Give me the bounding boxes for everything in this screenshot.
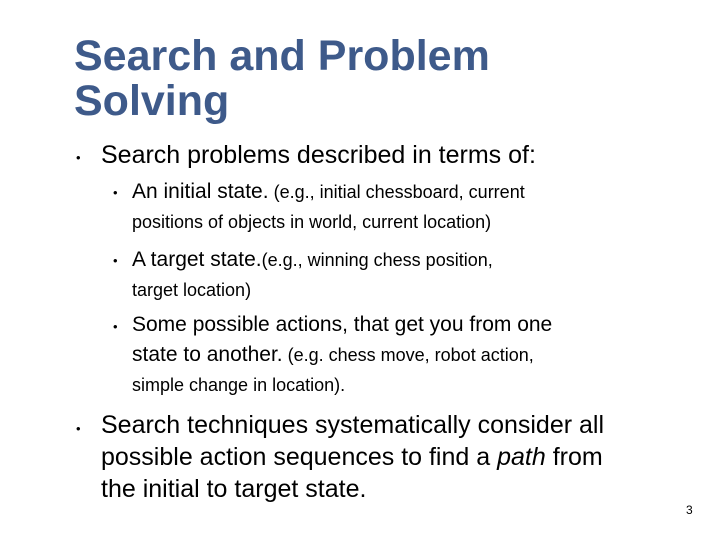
sub-bullet-2-main: A target state. [132, 248, 262, 271]
sub-bullet-1 [132, 177, 672, 237]
sub-bullet-2 [132, 245, 672, 305]
sub-bullet-3-line-2-main: state to another. [132, 343, 283, 366]
sub-bullet-2-detail: (e.g., winning chess position, [261, 250, 493, 270]
bullet-2-line-2b: from [545, 443, 603, 471]
bullet-2-line-1: Search techniques systematically consider all [101, 411, 605, 439]
title-line-1: Search and Problem [74, 32, 490, 80]
sub-bullet-3-line-3: simple change in location). [132, 375, 346, 395]
sub-bullet-3-line-1: Some possible actions, that get you from one [132, 313, 553, 336]
page-number: 3 [686, 503, 693, 517]
sub-bullet-1-detail-cont: positions of objects in world, current location) [132, 212, 492, 232]
sub-bullet-dot: • [113, 185, 118, 200]
title-line-2: Solving [74, 77, 230, 125]
sub-bullet-3-line-2-detail: (e.g. chess move, robot action, [282, 345, 534, 365]
bullet-2-line-2a: possible action sequences to find a [101, 443, 498, 471]
slide-title [74, 34, 674, 124]
bullet-1: Search problems described in terms of: [101, 141, 536, 169]
sub-bullet-2-detail-cont: target location) [132, 280, 252, 300]
bullet-2-emphasis: path [497, 443, 546, 471]
sub-bullet-dot: • [113, 253, 118, 268]
bullet-2-line-3: the initial to target state. [101, 475, 367, 503]
sub-bullet-1-main: An initial state. [132, 180, 269, 203]
bullet-dot: • [76, 150, 81, 165]
bullet-2 [101, 409, 681, 505]
sub-bullet-dot: • [113, 319, 118, 334]
sub-bullet-3 [132, 310, 672, 400]
sub-bullet-1-detail: (e.g., initial chessboard, current [268, 182, 525, 202]
bullet-dot: • [76, 421, 81, 436]
